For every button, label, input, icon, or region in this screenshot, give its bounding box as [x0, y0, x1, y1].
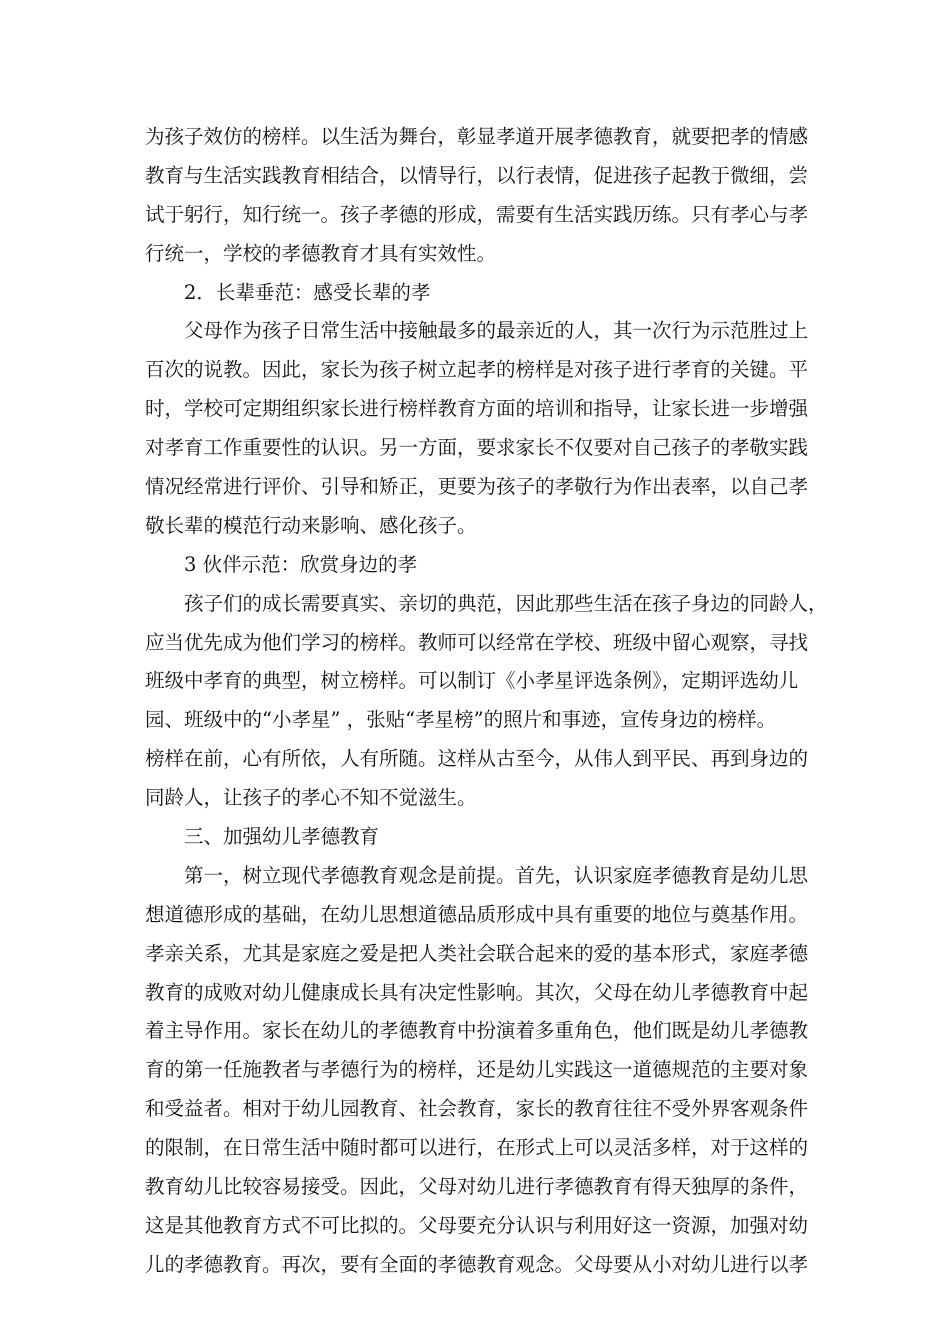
text-line: 情况经常进行评价、引导和矫正，更要为孩子的孝敬行为作出表率，以自己孝 — [145, 475, 809, 499]
text-line: 和受益者。相对于幼儿园教育、社会教育，家长的教育往往不受外界客观条件 — [145, 1097, 809, 1121]
document-page — [145, 118, 828, 1285]
text-line: 园、班级中的“小孝星” ，张贴“孝星榜”的照片和事迹，宣传身边的榜样。 — [145, 708, 777, 732]
text-line: 试于躬行，知行统一。孩子孝德的形成，需要有生活实践历练。只有孝心与孝 — [145, 202, 809, 226]
text-line: 父母作为孩子日常生活中接触最多的最亲近的人，其一次行为示范胜过上 — [184, 319, 809, 343]
text-line: 第一，树立现代孝德教育观念是前提。首先，认识家庭孝德教育是幼儿思 — [184, 863, 809, 887]
text-line: 三、加强幼儿孝德教育 — [184, 825, 380, 849]
text-line: 孩子们的成长需要真实、亲切的典范，因此那些生活在孩子身边的同龄人， — [184, 591, 828, 615]
text-line: 榜样在前，心有所依，人有所随。这样从古至今，从伟人到平民、再到身边的 — [145, 747, 809, 771]
text-line: 想道德形成的基础，在幼儿思想道德品质形成中具有重要的地位与奠基作用。 — [145, 902, 809, 926]
text-line: 3 伙伴示范：欣赏身边的孝 — [184, 552, 418, 576]
text-line: 应当优先成为他们学习的榜样。教师可以经常在学校、班级中留心观察，寻找 — [145, 630, 809, 654]
text-line: 儿的孝德教育。再次，要有全面的孝德教育观念。父母要从小对幼儿进行以孝 — [145, 1252, 809, 1276]
text-line: 为孩子效仿的榜样。以生活为舞台，彰显孝道开展孝德教育，就要把孝的情感 — [145, 125, 809, 148]
text-line: 班级中孝育的典型，树立榜样。可以制订《小孝星评选条例》，定期评选幼儿 — [145, 669, 799, 693]
text-line: 对孝育工作重要性的认识。另一方面，要求家长不仅要对自己孩子的孝敬实践 — [145, 436, 809, 460]
text-line: 教育与生活实践教育相结合，以情导行，以行表情，促进孩子起教于微细，尝 — [145, 163, 809, 187]
text-line: 时，学校可定期组织家长进行榜样教育方面的培训和指导，让家长进一步增强 — [145, 397, 809, 421]
text-line: 孝亲关系，尤其是家庭之爱是把人类社会联合起来的爱的基本形式，家庭孝德 — [145, 941, 809, 965]
text-line: 着主导作用。家长在幼儿的孝德教育中扮演着多重角色，他们既是幼儿孝德教 — [145, 1019, 809, 1043]
text-line: 育的第一任施教者与孝德行为的榜样，还是幼儿实践这一道德规范的主要对象 — [145, 1058, 809, 1082]
text-line: 百次的说教。因此，家长为孩子树立起孝的榜样是对孩子进行孝育的关键。平 — [145, 358, 809, 382]
text-line: 敬长辈的模范行动来影响、感化孩子。 — [145, 513, 477, 537]
text-line: 的限制，在日常生活中随时都可以进行，在形式上可以灵活多样，对于这样的 — [145, 1136, 809, 1160]
text-line: 教育幼儿比较容易接受。因此，父母对幼儿进行孝德教育有得天独厚的条件， — [145, 1175, 809, 1199]
text-line: 同龄人，让孩子的孝心不知不觉滋生。 — [145, 786, 477, 810]
text-line: 行统一，学校的孝德教育才具有实效性。 — [145, 241, 497, 265]
text-line: 教育的成败对幼儿健康成长具有决定性影响。其次，父母在幼儿孝德教育中起 — [145, 980, 809, 1004]
text-line: 2．长辈垂范：感受长辈的孝 — [184, 280, 431, 304]
text-line: 这是其他教育方式不可比拟的。父母要充分认识与利用好这一资源，加强对幼 — [145, 1213, 809, 1237]
